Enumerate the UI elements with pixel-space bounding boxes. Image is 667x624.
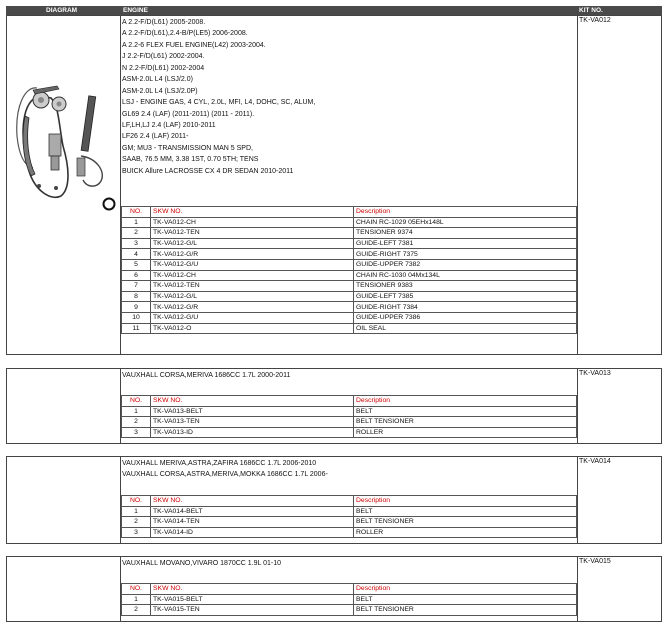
skw-number: TK-VA013-TEN: [151, 417, 354, 428]
part-number: 1: [122, 217, 151, 228]
parts-table-header: [122, 496, 577, 507]
no-header: NO.: [122, 207, 151, 218]
parts-table-header: [122, 396, 577, 407]
part-number: 5: [122, 259, 151, 270]
catalog-header: [6, 6, 662, 15]
table-row: [122, 270, 577, 281]
skw-number: TK-VA012-G/R: [151, 249, 354, 260]
parts-table-header: [122, 584, 577, 595]
engine-line: N 2.2-F/D(L61) 2002-2004: [122, 64, 205, 72]
part-description: CHAIN RC-1029 05EHx148L: [354, 217, 577, 228]
engine-line: ASM-2.0L L4 (LSJ/2.0): [122, 76, 193, 84]
part-number: 11: [122, 323, 151, 334]
part-description: GUIDE-RIGHT 7384: [354, 302, 577, 313]
description-header: Description: [354, 496, 577, 507]
engine-list: [121, 17, 576, 177]
kit-block-va014: [6, 456, 662, 544]
kit-block-va012: [6, 15, 662, 355]
engine-line: VAUXHALL CORSA,ASTRA,MERIVA,MOKKA 1686CC 1.7L 2006-: [122, 471, 328, 479]
part-description: OIL SEAL: [354, 323, 577, 334]
kit-no-column-header: KIT NO.: [579, 7, 603, 14]
part-description: BELT TENSIONER: [354, 417, 577, 428]
kit-number: TK-VA013: [579, 370, 611, 377]
part-description: GUIDE-RIGHT 7375: [354, 249, 577, 260]
kit-number: TK-VA015: [579, 558, 611, 565]
part-number: 2: [122, 417, 151, 428]
skw-number: TK-VA014-TEN: [151, 517, 354, 528]
skw-number: TK-VA012-TEN: [151, 228, 354, 239]
part-description: ROLLER: [354, 527, 577, 538]
engine-column-header: ENGINE: [123, 7, 148, 14]
part-description: GUIDE-UPPER 7382: [354, 259, 577, 270]
diagram-column-header: DIAGRAM: [46, 7, 78, 14]
engine-line: SAAB, 76.5 MM, 3.38 1ST, 0.70 5TH; TENS: [122, 156, 259, 164]
skw-number: TK-VA015-TEN: [151, 605, 354, 616]
table-row: [122, 506, 577, 517]
engine-line: J 2.2-F/D(L61) 2002-2004.: [122, 53, 205, 61]
skw-header: SKW NO.: [151, 584, 354, 595]
table-row: [122, 259, 577, 270]
part-number: 1: [122, 506, 151, 517]
table-row: [122, 238, 577, 249]
engine-line: VAUXHALL MERIVA,ASTRA,ZAFIRA 1686CC 1.7L 2006-2010: [122, 460, 317, 467]
skw-number: TK-VA012-G/L: [151, 238, 354, 249]
skw-number: TK-VA012-G/U: [151, 312, 354, 323]
kit-number: TK-VA012: [579, 17, 611, 24]
engine-line: LF26 2.4 (LAF) 2011-: [122, 133, 189, 141]
table-row: [122, 249, 577, 260]
part-number: 2: [122, 605, 151, 616]
kit-block-va015: [6, 556, 662, 622]
timing-chain-diagram: [11, 76, 116, 228]
table-row: [122, 217, 577, 228]
engine-line: LF,LH,LJ 2.4 (LAF) 2010-2011: [122, 121, 216, 129]
part-number: 3: [122, 527, 151, 538]
engine-line: A 2.2-6 FLEX FUEL ENGINE(L42) 2003-2004.: [122, 41, 266, 49]
engine-line: ASM-2.0L L4 (LSJ/2.0P): [122, 87, 198, 95]
part-description: GUIDE-LEFT 7381: [354, 238, 577, 249]
engine-line: A 2.2-F/D(L61),2.4-B/P(LE5) 2006-2008.: [122, 30, 248, 38]
table-row: [122, 517, 577, 528]
part-description: TENSIONER 9374: [354, 228, 577, 239]
engine-line: GL69 2.4 (LAF) (2011-2011) (2011 - 2011).: [122, 110, 255, 118]
part-description: BELT: [354, 506, 577, 517]
table-row: [122, 291, 577, 302]
table-row: [122, 417, 577, 428]
skw-number: TK-VA012-CH: [151, 270, 354, 281]
parts-table: [121, 206, 577, 334]
engine-list: [121, 458, 576, 481]
skw-number: TK-VA013-BELT: [151, 406, 354, 417]
skw-number: TK-VA015-BELT: [151, 594, 354, 605]
skw-number: TK-VA012-O: [151, 323, 354, 334]
part-description: BELT TENSIONER: [354, 517, 577, 528]
table-row: [122, 323, 577, 334]
table-row: [122, 605, 577, 616]
part-number: 3: [122, 427, 151, 438]
part-number: 8: [122, 291, 151, 302]
kit-block-va013: [6, 368, 662, 444]
table-row: [122, 427, 577, 438]
kit-number: TK-VA014: [579, 458, 611, 465]
table-row: [122, 281, 577, 292]
part-number: 7: [122, 281, 151, 292]
engine-line: LSJ - ENGINE GAS, 4 CYL, 2.0L, MFI, L4, DOHC, SC, ALUM,: [122, 99, 316, 107]
part-description: CHAIN RC-1030 04Mx134L: [354, 270, 577, 281]
part-number: 3: [122, 238, 151, 249]
description-header: Description: [354, 396, 577, 407]
engine-list: [121, 558, 576, 569]
part-number: 2: [122, 228, 151, 239]
skw-number: TK-VA012-TEN: [151, 281, 354, 292]
parts-table-header: [122, 207, 577, 218]
table-row: [122, 406, 577, 417]
engine-line: GM; MU3 - TRANSMISSION MAN 5 SPD,: [122, 144, 253, 152]
parts-table: [121, 495, 577, 538]
table-row: [122, 302, 577, 313]
part-number: 9: [122, 302, 151, 313]
skw-number: TK-VA012-CH: [151, 217, 354, 228]
part-description: TENSIONER 9383: [354, 281, 577, 292]
skw-number: TK-VA013-ID: [151, 427, 354, 438]
skw-number: TK-VA012-G/L: [151, 291, 354, 302]
skw-header: SKW NO.: [151, 396, 354, 407]
engine-list: [121, 370, 576, 381]
part-number: 1: [122, 594, 151, 605]
description-header: Description: [354, 207, 577, 218]
part-number: 6: [122, 270, 151, 281]
table-row: [122, 312, 577, 323]
part-description: GUIDE-UPPER 7386: [354, 312, 577, 323]
engine-line: BUICK Allure LACROSSE CX 4 DR SEDAN 2010-2011: [122, 167, 294, 175]
part-description: ROLLER: [354, 427, 577, 438]
no-header: NO.: [122, 396, 151, 407]
engine-line: VAUXHALL CORSA,MERIVA 1686CC 1.7L 2000-2011: [122, 372, 291, 379]
table-row: [122, 527, 577, 538]
part-number: 4: [122, 249, 151, 260]
part-number: 10: [122, 312, 151, 323]
part-description: BELT TENSIONER: [354, 605, 577, 616]
parts-table: [121, 395, 577, 438]
description-header: Description: [354, 584, 577, 595]
part-number: 1: [122, 406, 151, 417]
skw-number: TK-VA014-BELT: [151, 506, 354, 517]
engine-line: VAUXHALL MOVANO,VIVARO 1870CC 1.9L 01-10: [122, 560, 281, 567]
no-header: NO.: [122, 496, 151, 507]
part-description: BELT: [354, 406, 577, 417]
table-row: [122, 228, 577, 239]
skw-number: TK-VA012-G/R: [151, 302, 354, 313]
parts-table: [121, 583, 577, 616]
no-header: NO.: [122, 584, 151, 595]
skw-header: SKW NO.: [151, 207, 354, 218]
engine-line: A 2.2-F/D(L61) 2005-2008.: [122, 19, 206, 26]
table-row: [122, 594, 577, 605]
part-description: BELT: [354, 594, 577, 605]
skw-number: TK-VA014-ID: [151, 527, 354, 538]
skw-header: SKW NO.: [151, 496, 354, 507]
part-number: 2: [122, 517, 151, 528]
skw-number: TK-VA012-G/U: [151, 259, 354, 270]
part-description: GUIDE-LEFT 7385: [354, 291, 577, 302]
